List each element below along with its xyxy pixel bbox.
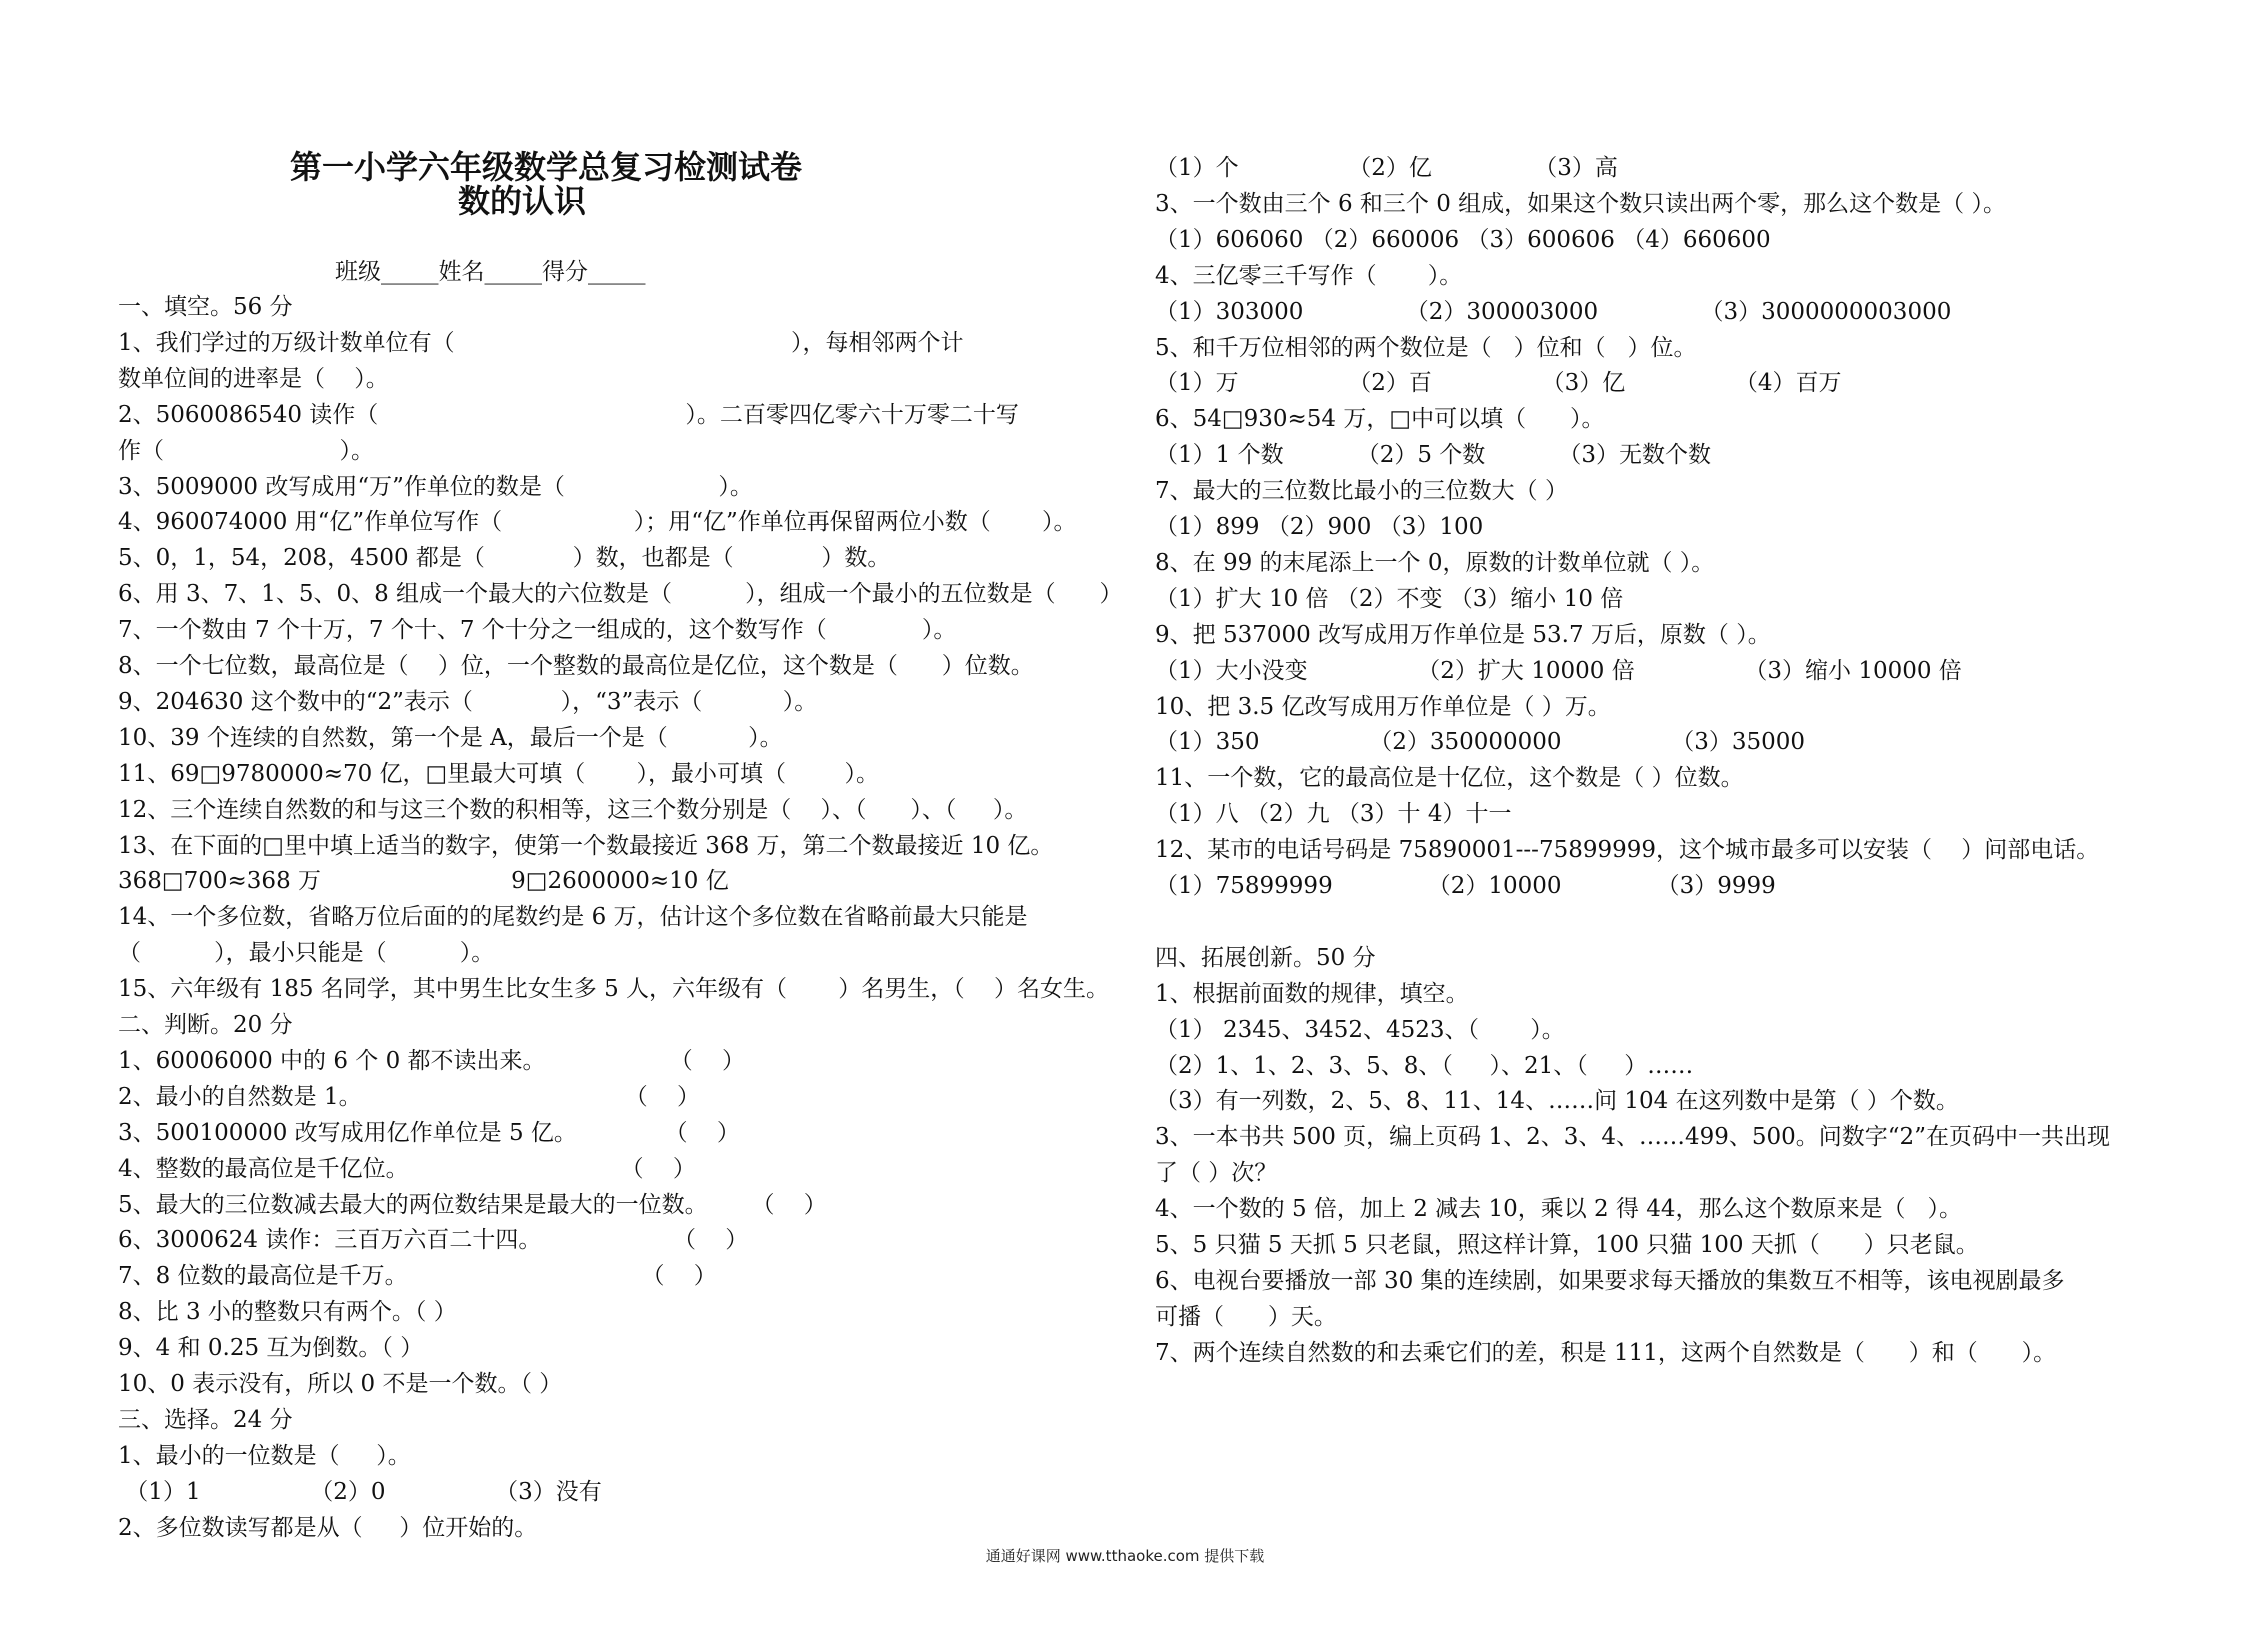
left-question-line: 10、39 个连续的自然数，第一个是 A，最后一个是（ ）。	[118, 724, 783, 751]
left-question-line: 13、在下面的□里中填上适当的数字，使第一个数最接近 368 万，第二个数最接近 10 亿。	[118, 832, 1054, 859]
footer-credit: 通通好课网 www.tthaoke.com 提供下载	[985, 1547, 1265, 1565]
right-question-line: 6、电视台要播放一部 30 集的连续剧，如果要求每天播放的集数互不相等，该电视剧最多	[1155, 1267, 2065, 1294]
left-question-line: 7、8 位数的最高位是千万。 （ ）	[118, 1263, 717, 1290]
right-question-line: （1）个 （2）亿 （3）高	[1155, 155, 1618, 181]
right-question-line: 5、和千万位相邻的两个数位是（ ）位和（ ）位。	[1155, 334, 1697, 361]
left-question-line: 1、60006000 中的 6 个 0 都不读出来。 （ ）	[118, 1047, 746, 1074]
right-question-line: （2）1、1、2、3、5、8、（ ）、21、（ ）……	[1155, 1052, 1694, 1079]
left-question-line: 2、多位数读写都是从（ ）位开始的。	[118, 1514, 538, 1541]
right-question-line: 12、某市的电话号码是 75890001---75899999，这个城市最多可以安装（ ）问部电话。	[1155, 837, 2100, 864]
right-question-line: （1）1 个数 （2）5 个数 （3）无数个数	[1155, 442, 1712, 469]
left-question-line: 5、最大的三位数减去最大的两位数结果是最大的一位数。 （ ）	[118, 1191, 827, 1218]
left-question-line: （1）1 （2）0 （3）没有	[118, 1478, 602, 1505]
left-question-line: 9、204630 这个数中的“2”表示（ ），“3”表示（ ）。	[118, 688, 818, 715]
left-question-line: 数单位间的进率是（ ）。	[118, 365, 389, 392]
right-question-line: 4、一个数的 5 倍，加上 2 减去 10，乘以 2 得 44，那么这个数原来是（ ）。	[1155, 1196, 1962, 1223]
right-question-line: 9、把 537000 改写成用万作单位是 53.7 万后，原数（ ）。	[1155, 621, 1771, 648]
left-question-line: 12、三个连续自然数的和与这三个数的积相等，这三个数分别是（ ）、（ ）、（ ）。	[118, 796, 1028, 823]
left-question-line: 6、用 3、7、1、5、0、8 组成一个最大的六位数是（ ），组成一个最小的五位数是（ ）	[118, 581, 1123, 608]
right-question-line: 10、把 3.5 亿改写成用万作单位是（ ）万。	[1155, 693, 1611, 720]
right-question-line: 7、最大的三位数比最小的三位数大（ ）	[1155, 478, 1568, 505]
left-question-line: 一、填空。56 分	[118, 294, 293, 320]
left-question-line: 11、69□9780000≈70 亿，□里最大可填（ ），最小可填（ ）。	[118, 760, 879, 787]
left-question-line: 9、4 和 0.25 互为倒数。（ ）	[118, 1335, 424, 1362]
left-question-line: 2、最小的自然数是 1。 （ ）	[118, 1083, 701, 1110]
left-question-line: 14、一个多位数，省略万位后面的的尾数约是 6 万，估计这个多位数在省略前最大只能是	[118, 904, 1028, 931]
page-title: 第一小学六年级数学总复习检测试卷	[290, 148, 803, 186]
right-question-line: （1）75899999 （2）10000 （3）9999	[1155, 873, 1776, 899]
left-question-line: 8、比 3 小的整数只有两个。（ ）	[118, 1299, 457, 1326]
left-question-line: 8、一个七位数，最高位是（ ）位，一个整数的最高位是亿位，这个数是（ ）位数。	[118, 653, 1034, 679]
left-question-line: 3、5009000 改写成用“万”作单位的数是（ ）。	[118, 473, 753, 500]
left-question-line: 7、一个数由 7 个十万，7 个十、7 个十分之一组成的，这个数写作（ ）。	[118, 617, 957, 644]
right-question-line: 四、拓展创新。50 分	[1155, 944, 1376, 971]
right-question-line: （3）有一列数，2、5、8、11、14、……问 104 在这列数中是第（ ）个数。	[1155, 1088, 1959, 1115]
left-question-line: 2、5060086540 读作（ ）。二百零四亿零六十万零二十写	[118, 401, 1019, 428]
right-question-line: （1）万 （2）百 （3）亿 （4）百万	[1155, 370, 1842, 397]
right-question-line: 11、一个数，它的最高位是十亿位，这个数是（ ）位数。	[1155, 765, 1744, 792]
right-question-line: （1）350 （2）350000000 （3）35000	[1155, 729, 1805, 756]
right-question-line: （1）606060 （2）660006 （3）600606 （4）660600	[1155, 226, 1771, 253]
page-subtitle: 数的认识	[458, 182, 587, 220]
left-question-line: 4、960074000 用“亿”作单位写作（ ）；用“亿”作单位再保留两位小数（ ）。	[118, 509, 1077, 536]
student-info-line: 班级_____姓名_____得分_____	[335, 259, 646, 285]
left-question-line: 三、选择。24 分	[118, 1406, 293, 1433]
left-question-line: 1、最小的一位数是（ ）。	[118, 1442, 411, 1469]
right-question-line: （1）大小没变 （2）扩大 10000 倍 （3）缩小 10000 倍	[1155, 657, 1962, 684]
right-question-line: （1）899 （2）900 （3）100	[1155, 514, 1484, 540]
right-question-line: 5、5 只猫 5 天抓 5 只老鼠，照这样计算，100 只猫 100 天抓（ ）只老鼠。	[1155, 1232, 1979, 1258]
right-question-line: （1）303000 （2）300003000 （3）3000000003000	[1155, 298, 1952, 325]
right-question-line: 8、在 99 的末尾添上一个 0，原数的计数单位就（ ）。	[1155, 549, 1715, 576]
left-question-line: 15、六年级有 185 名同学，其中男生比女生多 5 人，六年级有（ ）名男生，（ ）名女生。	[118, 976, 1109, 1003]
right-question-line: 可播（ ）天。	[1155, 1303, 1337, 1330]
left-question-line: 1、我们学过的万级计数单位有（ ），每相邻两个计	[118, 329, 964, 356]
left-question-line: 6、3000624 读作：三百万六百二十四。 （ ）	[118, 1227, 749, 1254]
right-question-line: 3、一本书共 500 页，编上页码 1、2、3、4、……499、500。问数字“2”在页码中一共出现	[1155, 1124, 2110, 1151]
right-question-line: （1）八 （2）九 （3）十 4）十一	[1155, 801, 1512, 828]
left-question-line: 10、0 表示没有，所以 0 不是一个数。（ ）	[118, 1371, 563, 1397]
right-question-line: 7、两个连续自然数的和去乘它们的差，积是 111，这两个自然数是（ ）和（ ）。	[1155, 1339, 2057, 1366]
left-question-line: 二、判断。20 分	[118, 1012, 293, 1038]
left-question-line: 368□700≈368 万 9□2600000≈10 亿	[118, 868, 729, 895]
left-question-line: 5、0，1，54，208，4500 都是（ ）数，也都是（ ）数。	[118, 545, 891, 572]
right-question-line: 3、一个数由三个 6 和三个 0 组成，如果这个数只读出两个零，那么这个数是（ ）。	[1155, 190, 2006, 217]
right-question-line: 1、根据前面数的规律，填空。	[1155, 980, 1469, 1007]
left-question-line: 4、整数的最高位是千亿位。 （ ）	[118, 1155, 696, 1182]
left-question-line: 作（ ）。	[118, 437, 374, 464]
left-question-line: （ ），最小只能是（ ）。	[118, 940, 495, 967]
right-question-line: 了（ ）次？	[1155, 1160, 1278, 1187]
right-question-line: （1） 2345、3452、4523、（ ）。	[1155, 1016, 1565, 1043]
right-question-line: 4、三亿零三千写作（ ）。	[1155, 262, 1463, 289]
right-question-line: 6、54□930≈54 万，□中可以填（ ）。	[1155, 406, 1605, 433]
left-question-line: 3、500100000 改写成用亿作单位是 5 亿。 （ ）	[118, 1119, 740, 1146]
right-question-line: （1）扩大 10 倍 （2）不变 （3）缩小 10 倍	[1155, 585, 1624, 612]
